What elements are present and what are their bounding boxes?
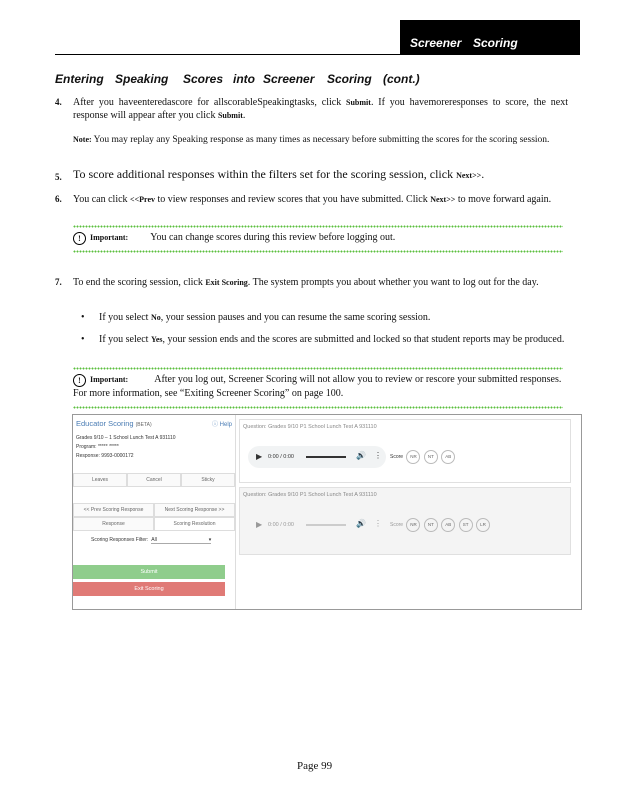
- prev-response-button[interactable]: << Prev Scoring Response: [73, 503, 154, 517]
- title-word: into: [233, 72, 255, 86]
- step-6-text: You can click <<Prev to view responses and review scores that you have submitted. Click Next>> to move forward again.: [73, 194, 552, 205]
- chevron-down-icon: ▾: [208, 537, 212, 543]
- score-option-lr[interactable]: LR: [476, 518, 490, 532]
- score-group-2: Score NR NT AB ST LR: [390, 518, 490, 532]
- question-title: Question: Grades 9/10 P1 School Lunch Test A 931110: [243, 424, 377, 430]
- header-word-screener: Screener: [410, 36, 462, 50]
- tab-response[interactable]: Response: [73, 517, 154, 531]
- header-word-scoring: Scoring: [473, 36, 518, 50]
- action-buttons: [73, 473, 235, 487]
- submit-button[interactable]: Submit: [73, 565, 225, 579]
- important-border-top: [73, 367, 563, 370]
- score-group-1: Score NR NT AB: [390, 450, 455, 464]
- info-line: Response: 9993-0000172: [76, 453, 134, 459]
- more-icon: ⋮: [374, 451, 382, 460]
- cancel-button[interactable]: Cancel: [127, 473, 181, 487]
- important-border-top: [73, 225, 563, 228]
- score-option-nt[interactable]: NT: [424, 518, 438, 532]
- title-word: Speaking: [115, 72, 169, 86]
- info-line: Program: ***** *****: [76, 444, 119, 450]
- note-4: Note: You may replay any Speaking response as many times as necessary before submitting the scores for the scoring session.: [73, 135, 550, 145]
- title-word: Scoring: [327, 72, 372, 86]
- step-7-text: To end the scoring session, click Exit Scoring. The system prompts you about whether you want to log out for the day.: [73, 277, 539, 288]
- score-option-nr[interactable]: NR: [406, 450, 420, 464]
- volume-icon: 🔊: [356, 519, 366, 528]
- nav-buttons: [73, 503, 235, 517]
- step-number: 4.: [55, 97, 62, 107]
- seek-bar: [306, 524, 346, 526]
- step-5-text: To score additional responses within the filters set for the scoring session, click Next>>.: [73, 167, 485, 181]
- important-icon: !: [73, 232, 86, 245]
- tab-scoring-resolution[interactable]: Scoring Resolution: [154, 517, 235, 531]
- score-option-st[interactable]: ST: [459, 518, 473, 532]
- important-icon: !: [73, 374, 86, 387]
- important-border-bottom: [73, 406, 563, 409]
- score-option-nt[interactable]: NT: [424, 450, 438, 464]
- submit-command: Submit: [346, 98, 371, 107]
- step-4-text: After you haveenteredascore for allscorableSpeakingtasks, click Submit. If you havemoreresponses to score, the next response will appear after you click Submit.: [73, 97, 569, 121]
- header-rule: [55, 54, 580, 55]
- next-response-button[interactable]: Next Scoring Response >>: [154, 503, 235, 517]
- step-number: 6.: [55, 194, 62, 204]
- title-word: Entering: [55, 72, 104, 86]
- exit-scoring-button[interactable]: Exit Scoring: [73, 582, 225, 596]
- important-note-1: ! Important: You can change scores during this review before logging out.: [73, 231, 568, 245]
- leaves-button[interactable]: Leaves: [73, 473, 127, 487]
- header-box: [400, 20, 580, 54]
- title-word: (cont.): [383, 72, 420, 86]
- important-border-bottom: [73, 250, 563, 253]
- score-option-nr[interactable]: NR: [406, 518, 420, 532]
- audio-player[interactable]: ▶ 0:00 / 0:00 🔊 ⋮: [248, 514, 386, 536]
- help-link[interactable]: ⓘ Help: [211, 422, 232, 428]
- filter-select[interactable]: Scoring Responses Filter: All ▾: [91, 537, 212, 543]
- step-number: 5.: [55, 172, 62, 182]
- view-tabs: [73, 517, 235, 531]
- embedded-screenshot: [72, 414, 582, 610]
- question-panel-1: [239, 419, 571, 483]
- play-icon: ▶: [256, 520, 263, 529]
- volume-icon: 🔊: [356, 451, 366, 460]
- play-icon: ▶: [256, 452, 263, 461]
- more-icon: ⋮: [374, 519, 382, 528]
- submit-command: Submit: [217, 111, 243, 120]
- score-option-ab[interactable]: AB: [441, 518, 455, 532]
- step-number: 7.: [55, 277, 62, 287]
- question-title: Question: Grades 9/10 P1 School Lunch Test A 931110: [243, 492, 377, 498]
- title-word: Screener: [263, 72, 315, 86]
- sticky-button[interactable]: Sticky: [181, 473, 235, 487]
- info-line: Grades 9/10 – 1 School Lunch Test A 931110: [76, 435, 176, 441]
- score-option-ab[interactable]: AB: [441, 450, 455, 464]
- left-panel: [73, 415, 236, 609]
- app-title: Educator Scoring (BETA): [76, 419, 152, 428]
- title-word: Scores: [183, 72, 224, 86]
- important-note-2: ! Important: After you log out, Screener Scoring will not allow you to review or rescore your submitted responses. For more information, see “Exiting Screener Scoring” on page 100.: [73, 374, 562, 399]
- audio-player[interactable]: ▶ 0:00 / 0:00 🔊 ⋮: [248, 446, 386, 468]
- question-panel-2: [239, 487, 571, 555]
- seek-bar: [306, 456, 346, 458]
- page-number: Page 99: [297, 760, 333, 772]
